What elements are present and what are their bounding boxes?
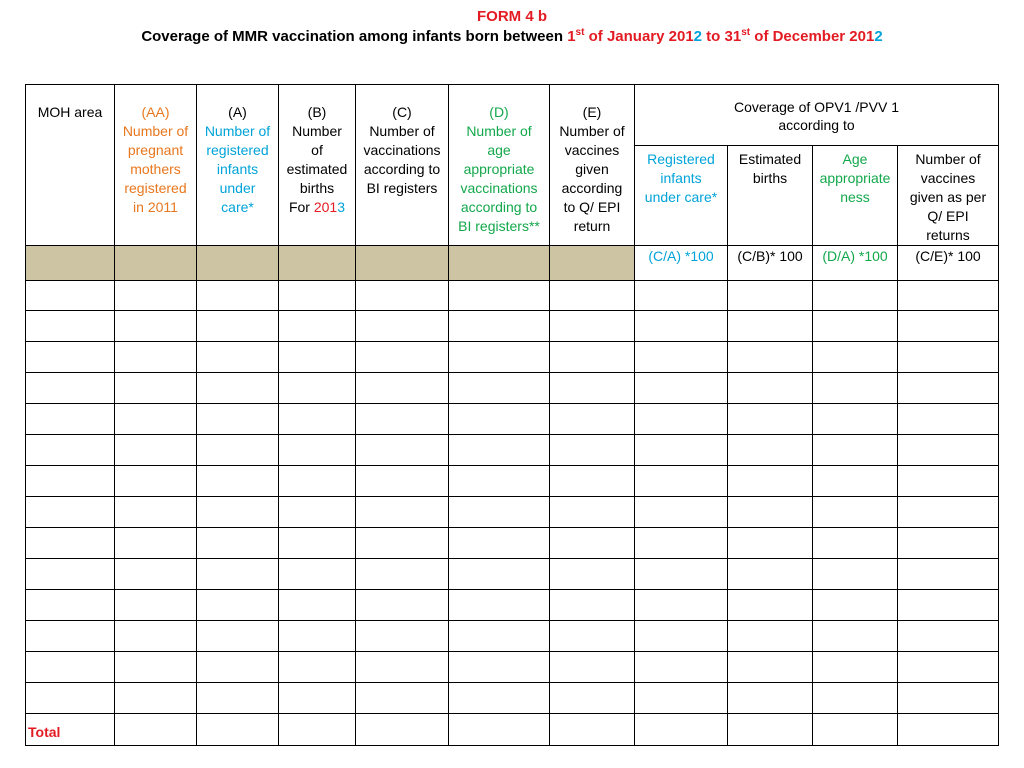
subheader-age-appropriateness xyxy=(813,146,898,246)
entry-cell[interactable] xyxy=(635,435,728,466)
entry-cell[interactable] xyxy=(635,342,728,373)
entry-cell[interactable] xyxy=(550,590,635,621)
entry-cell[interactable] xyxy=(197,683,279,714)
subheader-line: Estimated xyxy=(738,151,802,167)
entry-cell[interactable] xyxy=(115,683,197,714)
entry-cell[interactable] xyxy=(898,404,999,435)
entry-cell[interactable] xyxy=(550,497,635,528)
entry-cell[interactable] xyxy=(898,497,999,528)
entry-cell[interactable] xyxy=(26,435,115,466)
entry-cell[interactable] xyxy=(115,373,197,404)
total-cell[interactable] xyxy=(898,714,999,746)
entry-cell[interactable] xyxy=(356,683,449,714)
entry-cell[interactable] xyxy=(279,621,356,652)
entry-cell[interactable] xyxy=(197,559,279,590)
entry-cell[interactable] xyxy=(635,466,728,497)
header-b-line: estimated xyxy=(286,161,348,177)
entry-cell[interactable] xyxy=(279,373,356,404)
entry-cell[interactable] xyxy=(728,311,813,342)
entry-cell[interactable] xyxy=(26,466,115,497)
total-cell[interactable] xyxy=(550,714,635,746)
entry-row xyxy=(26,435,999,466)
entry-row xyxy=(26,497,999,528)
subheader-line: ness xyxy=(840,189,870,205)
shaded-cell xyxy=(550,246,635,281)
entry-cell[interactable] xyxy=(26,373,115,404)
entry-cell[interactable] xyxy=(728,683,813,714)
entry-cell[interactable] xyxy=(449,683,550,714)
entry-cell[interactable] xyxy=(449,404,550,435)
entry-cell[interactable] xyxy=(115,404,197,435)
header-e-line: return xyxy=(573,218,611,234)
entry-cell[interactable] xyxy=(115,559,197,590)
entry-cell[interactable] xyxy=(115,435,197,466)
subheader-line: Registered xyxy=(647,151,715,167)
entry-cell[interactable] xyxy=(898,373,999,404)
entry-cell[interactable] xyxy=(115,311,197,342)
subheader-registered-infants xyxy=(635,146,728,246)
header-e xyxy=(550,85,635,246)
entry-cell[interactable] xyxy=(813,311,898,342)
entry-cell[interactable] xyxy=(635,621,728,652)
entry-cell[interactable] xyxy=(635,683,728,714)
entry-cell[interactable] xyxy=(728,559,813,590)
entry-cell[interactable] xyxy=(115,590,197,621)
entry-cell[interactable] xyxy=(813,528,898,559)
entry-cell[interactable] xyxy=(356,281,449,311)
entry-cell[interactable] xyxy=(898,652,999,683)
entry-cell[interactable] xyxy=(279,559,356,590)
header-d-line: BI registers** xyxy=(458,218,540,234)
entry-cell[interactable] xyxy=(115,497,197,528)
entry-row xyxy=(26,683,999,714)
header-b xyxy=(279,85,356,246)
entry-cell[interactable] xyxy=(813,497,898,528)
entry-cell[interactable] xyxy=(279,435,356,466)
entry-cell[interactable] xyxy=(550,404,635,435)
header-d xyxy=(449,85,550,246)
entry-cell[interactable] xyxy=(197,435,279,466)
entry-cell[interactable] xyxy=(449,621,550,652)
entry-cell[interactable] xyxy=(635,528,728,559)
entry-cell[interactable] xyxy=(449,528,550,559)
entry-cell[interactable] xyxy=(449,466,550,497)
entry-cell[interactable] xyxy=(197,652,279,683)
entry-cell[interactable] xyxy=(728,435,813,466)
entry-cell[interactable] xyxy=(115,281,197,311)
entry-cell[interactable] xyxy=(26,342,115,373)
subheader-line: Age xyxy=(842,151,868,167)
header-b-year: For 2013 xyxy=(288,199,346,215)
entry-cell[interactable] xyxy=(550,281,635,311)
subheader-line: returns xyxy=(926,227,970,243)
form-subtitle: Coverage of MMR vaccination among infants born between 1st of January 2012 to 31st of December 2012 xyxy=(141,27,883,45)
formula-estimated: (C/B)* 100 xyxy=(728,246,813,281)
entry-cell[interactable] xyxy=(898,590,999,621)
entry-cell[interactable] xyxy=(728,621,813,652)
entry-cell[interactable] xyxy=(26,311,115,342)
header-d-line: appropriate xyxy=(463,161,535,177)
entry-cell[interactable] xyxy=(449,497,550,528)
entry-cell[interactable] xyxy=(728,373,813,404)
total-cell[interactable] xyxy=(728,714,813,746)
entry-cell[interactable] xyxy=(356,652,449,683)
entry-cell[interactable] xyxy=(635,652,728,683)
entry-row xyxy=(26,590,999,621)
total-cell[interactable] xyxy=(197,714,279,746)
entry-cell[interactable] xyxy=(898,683,999,714)
entry-cell[interactable] xyxy=(356,466,449,497)
header-c-line: Number of xyxy=(369,123,435,139)
entry-cell[interactable] xyxy=(898,621,999,652)
entry-cell[interactable] xyxy=(115,466,197,497)
entry-cell[interactable] xyxy=(898,311,999,342)
entry-cell[interactable] xyxy=(813,342,898,373)
entry-cell[interactable] xyxy=(550,373,635,404)
entry-cell[interactable] xyxy=(279,590,356,621)
entry-cell[interactable] xyxy=(279,652,356,683)
entry-cell[interactable] xyxy=(898,528,999,559)
header-aa xyxy=(115,85,197,246)
header-b-line: births xyxy=(299,180,335,196)
entry-cell[interactable] xyxy=(550,311,635,342)
entry-cell[interactable] xyxy=(115,621,197,652)
entry-cell[interactable] xyxy=(449,281,550,311)
entry-cell[interactable] xyxy=(449,435,550,466)
entry-cell[interactable] xyxy=(635,559,728,590)
entry-cell[interactable] xyxy=(635,497,728,528)
entry-cell[interactable] xyxy=(26,621,115,652)
total-cell[interactable] xyxy=(115,714,197,746)
entry-cell[interactable] xyxy=(635,373,728,404)
entry-cell[interactable] xyxy=(813,281,898,311)
entry-row xyxy=(26,311,999,342)
entry-row xyxy=(26,466,999,497)
entry-cell[interactable] xyxy=(279,466,356,497)
header-a-line: infants xyxy=(216,161,259,177)
total-cell[interactable] xyxy=(279,714,356,746)
entry-cell[interactable] xyxy=(550,466,635,497)
entry-cell[interactable] xyxy=(279,497,356,528)
entry-cell[interactable] xyxy=(550,528,635,559)
entry-cell[interactable] xyxy=(728,342,813,373)
entry-cell[interactable] xyxy=(115,342,197,373)
total-cell[interactable] xyxy=(449,714,550,746)
header-d-line: age xyxy=(487,142,511,158)
entry-cell[interactable] xyxy=(898,342,999,373)
entry-cell[interactable] xyxy=(356,559,449,590)
entry-cell[interactable] xyxy=(813,559,898,590)
entry-cell[interactable] xyxy=(635,404,728,435)
shaded-cell xyxy=(449,246,550,281)
entry-cell[interactable] xyxy=(356,590,449,621)
formula-registered: (C/A) *100 xyxy=(635,246,728,281)
total-cell[interactable] xyxy=(813,714,898,746)
entry-cell[interactable] xyxy=(279,404,356,435)
entry-cell[interactable] xyxy=(197,528,279,559)
header-d-line: Number of xyxy=(466,123,532,139)
shaded-cell xyxy=(26,246,115,281)
header-c xyxy=(356,85,449,246)
entry-cell[interactable] xyxy=(356,311,449,342)
header-e-line: to Q/ EPI xyxy=(563,199,621,215)
header-a-line: under xyxy=(219,180,256,196)
entry-row xyxy=(26,373,999,404)
header-a-line: registered xyxy=(206,142,269,158)
entry-cell[interactable] xyxy=(550,683,635,714)
header-aa-code: (AA) xyxy=(141,104,170,120)
entry-cell[interactable] xyxy=(279,342,356,373)
entry-cell[interactable] xyxy=(449,590,550,621)
header-a-line: Number of xyxy=(204,123,271,139)
entry-cell[interactable] xyxy=(197,466,279,497)
header-aa-line: registered xyxy=(124,180,187,196)
entry-cell[interactable] xyxy=(550,435,635,466)
header-coverage-line: Coverage of OPV1 /PVV 1 xyxy=(734,99,899,115)
entry-cell[interactable] xyxy=(26,404,115,435)
entry-cell[interactable] xyxy=(635,311,728,342)
entry-cell[interactable] xyxy=(813,652,898,683)
entry-cell[interactable] xyxy=(279,683,356,714)
entry-cell[interactable] xyxy=(550,652,635,683)
entry-cell[interactable] xyxy=(813,621,898,652)
entry-row xyxy=(26,342,999,373)
entry-cell[interactable] xyxy=(813,404,898,435)
header-a-line: care* xyxy=(221,199,254,215)
entry-cell[interactable] xyxy=(356,435,449,466)
entry-cell[interactable] xyxy=(197,373,279,404)
entry-cell[interactable] xyxy=(813,435,898,466)
header-e-line: Number of xyxy=(559,123,625,139)
header-d-code: (D) xyxy=(489,104,509,120)
header-e-line: according xyxy=(561,180,623,196)
entry-row xyxy=(26,621,999,652)
entry-cell[interactable] xyxy=(728,404,813,435)
header-b-code: (B) xyxy=(307,104,327,120)
shaded-cell xyxy=(197,246,279,281)
shaded-cell xyxy=(279,246,356,281)
shaded-cell xyxy=(115,246,197,281)
entry-cell[interactable] xyxy=(449,652,550,683)
coverage-form-table xyxy=(25,84,999,746)
header-b-line: Number xyxy=(292,123,342,139)
formula-given: (C/E)* 100 xyxy=(898,246,999,281)
total-cell[interactable] xyxy=(635,714,728,746)
subheader-line: Q/ EPI xyxy=(927,208,969,224)
entry-cell[interactable] xyxy=(115,528,197,559)
entry-cell[interactable] xyxy=(197,281,279,311)
header-a-code: (A) xyxy=(228,104,247,120)
entry-cell[interactable] xyxy=(635,281,728,311)
entry-cell[interactable] xyxy=(813,590,898,621)
header-aa-line: in 2011 xyxy=(133,199,178,215)
header-d-line: according to xyxy=(460,199,538,215)
entry-cell[interactable] xyxy=(356,373,449,404)
entry-cell[interactable] xyxy=(813,683,898,714)
subheader-line: births xyxy=(752,170,788,186)
entry-cell[interactable] xyxy=(279,311,356,342)
subheader-estimated-births xyxy=(728,146,813,246)
subheader-vaccines-given xyxy=(898,146,999,246)
entry-cell[interactable] xyxy=(279,528,356,559)
subheader-line: appropriate xyxy=(819,170,891,186)
header-moh-area: MOH area xyxy=(26,85,115,246)
subheader-line: Number of xyxy=(915,151,981,167)
subheader-line: vaccines xyxy=(920,170,976,186)
header-a xyxy=(197,85,279,246)
entry-cell[interactable] xyxy=(449,311,550,342)
header-coverage-line: according to xyxy=(778,117,855,133)
entry-cell[interactable] xyxy=(26,497,115,528)
entry-cell[interactable] xyxy=(898,281,999,311)
entry-cell[interactable] xyxy=(356,404,449,435)
entry-cell[interactable] xyxy=(898,466,999,497)
entry-cell[interactable] xyxy=(197,342,279,373)
entry-cell[interactable] xyxy=(26,528,115,559)
formula-row xyxy=(26,246,999,281)
entry-cell[interactable] xyxy=(356,621,449,652)
subheader-line: infants xyxy=(660,170,702,186)
entry-row xyxy=(26,559,999,590)
entry-cell[interactable] xyxy=(26,652,115,683)
entry-cell[interactable] xyxy=(26,683,115,714)
entry-cell[interactable] xyxy=(635,590,728,621)
header-aa-line: mothers xyxy=(130,161,181,177)
entry-cell[interactable] xyxy=(728,466,813,497)
entry-cell[interactable] xyxy=(197,621,279,652)
entry-cell[interactable] xyxy=(813,373,898,404)
entry-cell[interactable] xyxy=(356,342,449,373)
entry-row xyxy=(26,652,999,683)
entry-cell[interactable] xyxy=(898,435,999,466)
entry-cell[interactable] xyxy=(26,281,115,311)
header-e-line: vaccines xyxy=(564,142,620,158)
entry-cell[interactable] xyxy=(813,466,898,497)
entry-cell[interactable] xyxy=(26,559,115,590)
entry-cell[interactable] xyxy=(728,528,813,559)
entry-cell[interactable] xyxy=(197,311,279,342)
entry-cell[interactable] xyxy=(279,281,356,311)
form-title: FORM 4 b xyxy=(477,8,547,25)
entry-cell[interactable] xyxy=(356,497,449,528)
entry-cell[interactable] xyxy=(449,559,550,590)
header-coverage xyxy=(635,85,999,146)
subheader-line: under care* xyxy=(644,189,718,205)
entry-cell[interactable] xyxy=(197,497,279,528)
entry-row xyxy=(26,528,999,559)
shaded-cell xyxy=(356,246,449,281)
formula-age: (D/A) *100 xyxy=(813,246,898,281)
header-row xyxy=(26,85,999,146)
entry-cell[interactable] xyxy=(197,404,279,435)
entry-row xyxy=(26,404,999,435)
entry-cell[interactable] xyxy=(728,590,813,621)
entry-cell[interactable] xyxy=(728,281,813,311)
header-e-line: given xyxy=(575,161,609,177)
entry-row xyxy=(26,281,999,311)
entry-cell[interactable] xyxy=(728,652,813,683)
subheader-line: given as per xyxy=(909,189,987,205)
header-c-code: (C) xyxy=(392,104,412,120)
header-c-line: BI registers xyxy=(366,180,438,196)
total-cell[interactable] xyxy=(356,714,449,746)
entry-cell[interactable] xyxy=(449,373,550,404)
entry-cell[interactable] xyxy=(115,652,197,683)
header-aa-line: pregnant xyxy=(127,142,184,158)
entry-cell[interactable] xyxy=(728,497,813,528)
entry-cell[interactable] xyxy=(550,342,635,373)
entry-cell[interactable] xyxy=(449,342,550,373)
header-c-line: according to xyxy=(363,161,441,177)
header-e-code: (E) xyxy=(582,104,602,120)
header-b-line: of xyxy=(311,142,323,158)
entry-cell[interactable] xyxy=(356,528,449,559)
entry-cell[interactable] xyxy=(550,621,635,652)
entry-cell[interactable] xyxy=(26,590,115,621)
total-label: Total xyxy=(26,714,115,746)
entry-cell[interactable] xyxy=(197,590,279,621)
total-row xyxy=(26,714,999,746)
header-aa-line: Number of xyxy=(122,123,189,139)
header-d-line: vaccinations xyxy=(460,180,538,196)
header-c-line: vaccinations xyxy=(363,142,441,158)
entry-cell[interactable] xyxy=(550,559,635,590)
entry-cell[interactable] xyxy=(898,559,999,590)
